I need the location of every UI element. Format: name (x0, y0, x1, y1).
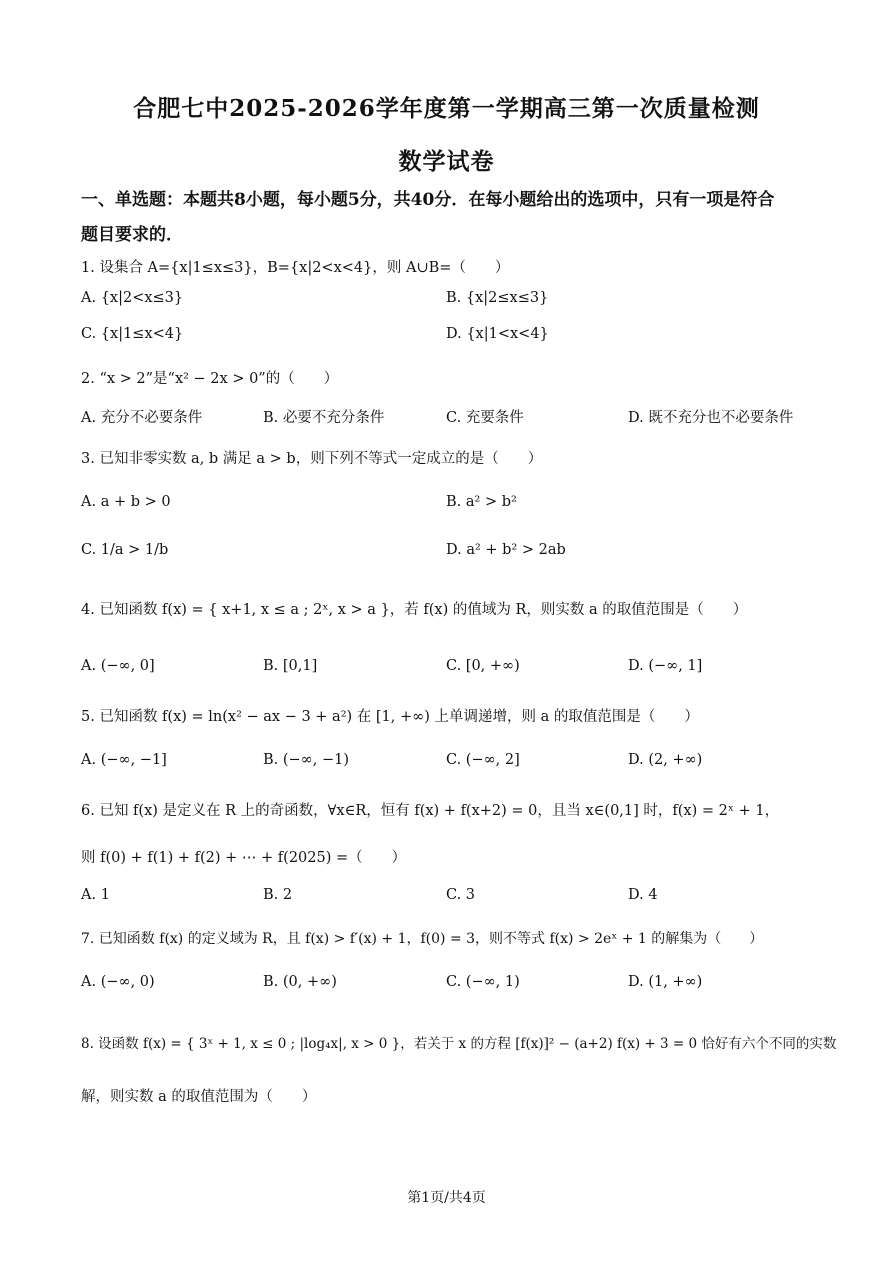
question-7-option-b: B. (0, +∞) (263, 974, 337, 990)
question-2-stem: 2. “x > 2”是“x² − 2x > 0”的（ ） (81, 371, 339, 387)
question-1-stem: 1. 设集合 A={x|1≤x≤3}，B={x|2<x<4}，则 A∪B=（ ） (81, 260, 510, 276)
exam-title: 合肥七中2025-2026学年度第一学期高三第一次质量检测 (133, 95, 760, 122)
page-footer: 第1页/共4页 (407, 1190, 486, 1206)
question-1-option-a: A. {x|2<x≤3} (81, 290, 184, 306)
section-heading-line1: 一、单选题：本题共8小题，每小题5分，共40分．在每小题给出的选项中，只有一项是符合 (81, 190, 775, 210)
question-6-stem-line1: 6. 已知 f(x) 是定义在 R 上的奇函数，∀x∈R，恒有 f(x) + f(x+2) = 0，且当 x∈(0,1] 时，f(x) = 2ˣ + 1， (81, 803, 780, 819)
question-7-option-c: C. (−∞, 1) (446, 974, 520, 990)
question-4-option-a: A. (−∞, 0] (81, 658, 155, 674)
question-1-option-d: D. {x|1<x<4} (446, 326, 549, 342)
question-5-option-c: C. (−∞, 2] (446, 752, 520, 768)
question-8-stem-line2: 解，则实数 a 的取值范围为（ ） (81, 1089, 317, 1105)
question-3-option-a: A. a + b > 0 (81, 494, 171, 510)
section-heading-line2: 题目要求的． (81, 225, 183, 245)
question-2-option-c: C. 充要条件 (446, 410, 524, 426)
question-3-option-d: D. a² + b² > 2ab (446, 542, 566, 558)
question-7-option-a: A. (−∞, 0) (81, 974, 155, 990)
question-4-stem: 4. 已知函数 f(x) = { x+1, x ≤ a ; 2ˣ, x > a }，若 f(x) 的值域为 R，则实数 a 的取值范围是（ ） (81, 602, 748, 618)
question-1-option-c: C. {x|1≤x<4} (81, 326, 184, 342)
exam-subtitle: 数学试卷 (398, 148, 495, 175)
question-2-option-d: D. 既不充分也不必要条件 (628, 410, 794, 426)
question-5-option-d: D. (2, +∞) (628, 752, 703, 768)
question-4-option-c: C. [0, +∞) (446, 658, 520, 674)
question-6-option-b: B. 2 (263, 887, 293, 903)
question-5-stem: 5. 已知函数 f(x) = ln(x² − ax − 3 + a²) 在 [1, +∞) 上单调递增，则 a 的取值范围是（ ） (81, 709, 699, 725)
question-8-stem-line1: 8. 设函数 f(x) = { 3ˣ + 1, x ≤ 0 ; |log₄x|, x > 0 }，若关于 x 的方程 [f(x)]² − (a+2) f(x) + 3 = 0 恰好有六个不同的实数 (81, 1036, 837, 1052)
question-7-stem: 7. 已知函数 f(x) 的定义域为 R，且 f(x) > f′(x) + 1，f(0) = 3，则不等式 f(x) > 2eˣ + 1 的解集为（ ） (81, 931, 764, 947)
question-1-option-b: B. {x|2≤x≤3} (446, 290, 549, 306)
question-3-option-c: C. 1/a > 1/b (81, 542, 169, 558)
question-4-option-b: B. [0,1] (263, 658, 318, 674)
question-6-option-d: D. 4 (628, 887, 658, 903)
question-7-option-d: D. (1, +∞) (628, 974, 703, 990)
question-3-stem: 3. 已知非零实数 a, b 满足 a > b，则下列不等式一定成立的是（ ） (81, 451, 543, 467)
question-6-stem-line2: 则 f(0) + f(1) + f(2) + ⋯ + f(2025) =（ ） (81, 850, 407, 866)
question-4-option-d: D. (−∞, 1] (628, 658, 703, 674)
question-2-option-a: A. 充分不必要条件 (81, 410, 203, 426)
question-3-option-b: B. a² > b² (446, 494, 517, 510)
question-2-option-b: B. 必要不充分条件 (263, 410, 385, 426)
question-6-option-a: A. 1 (81, 887, 110, 903)
question-6-option-c: C. 3 (446, 887, 476, 903)
question-5-option-b: B. (−∞, −1) (263, 752, 350, 768)
question-5-option-a: A. (−∞, −1] (81, 752, 167, 768)
